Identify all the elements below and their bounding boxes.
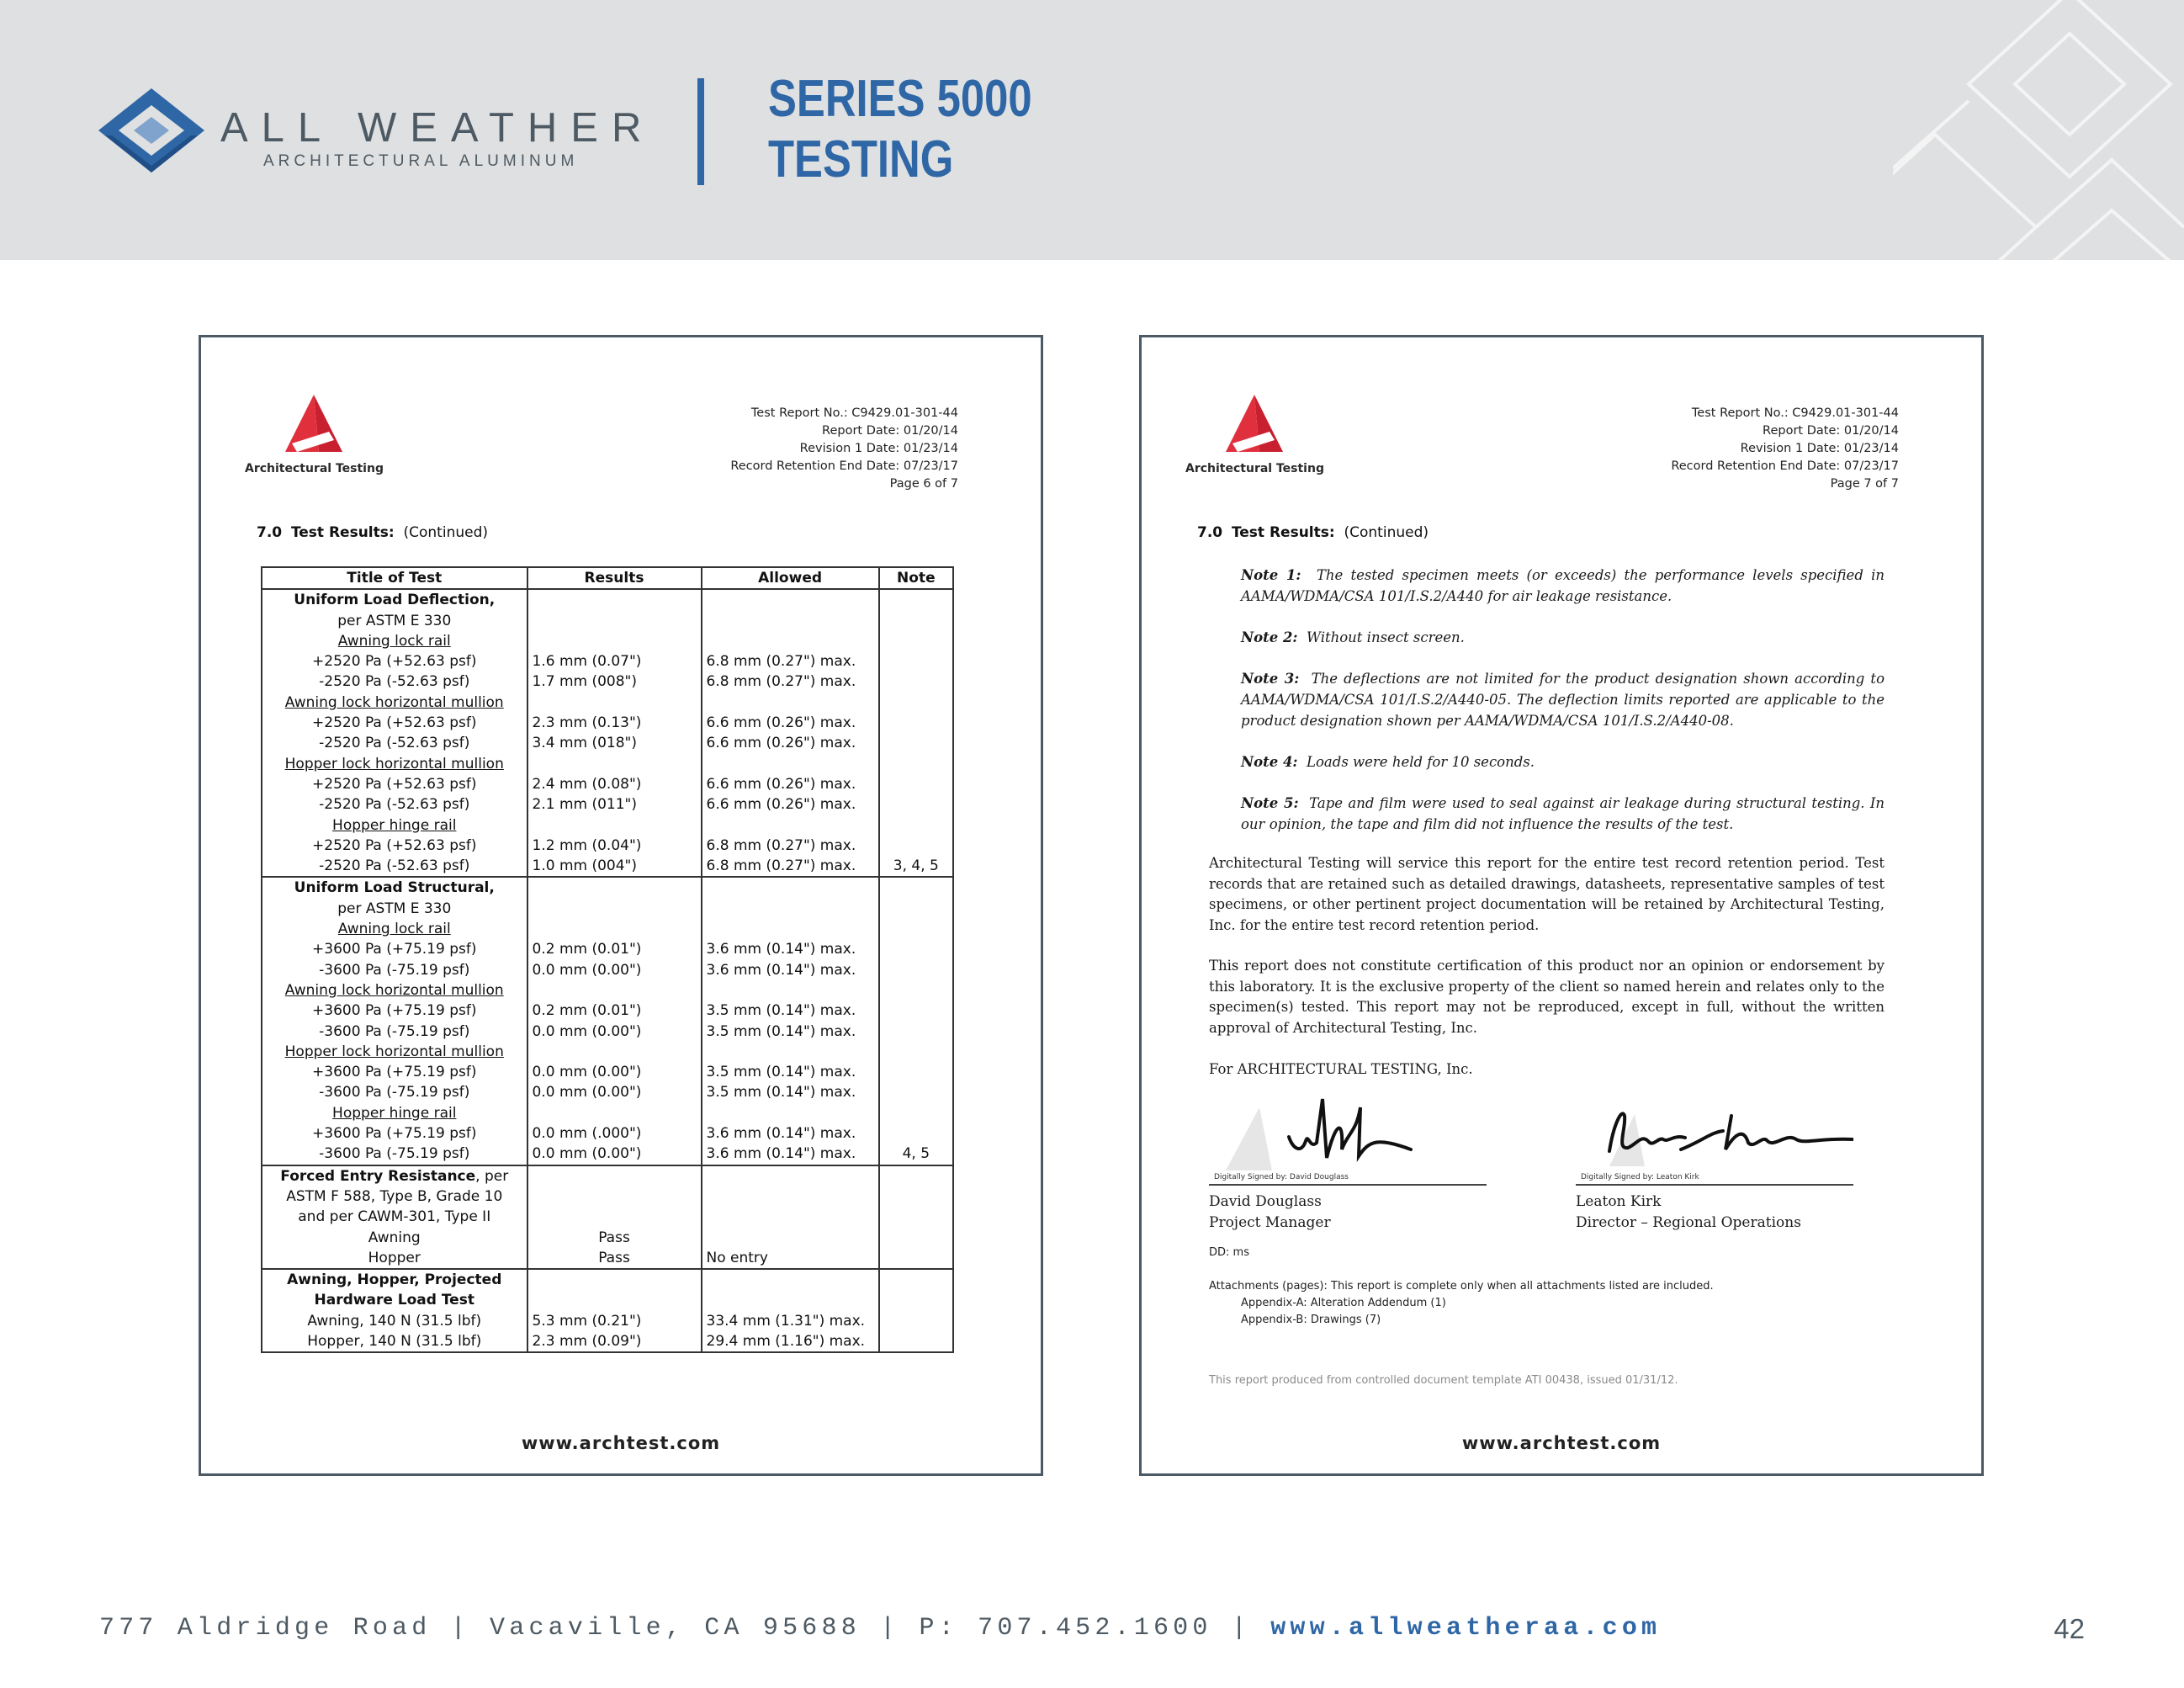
allowed-cell — [702, 1165, 879, 1269]
retention-date: Record Retention End Date: 07/23/17 — [1671, 459, 1899, 473]
test-title-cell — [262, 1165, 527, 1269]
attachment-item: Appendix-B: Drawings (7) — [1241, 1314, 1381, 1326]
note-label: Note 2: — [1241, 629, 1298, 645]
note-value — [884, 1062, 948, 1082]
test-title-line: Hopper lock horizontal mullion — [284, 1043, 504, 1060]
allowed-value: 33.4 mm (1.31") max. — [706, 1312, 866, 1330]
allowed-value: 6.6 mm (0.26") max. — [706, 775, 856, 793]
allowed-value: 29.4 mm (1.16") max. — [706, 1332, 866, 1350]
results-value: 0.2 mm (0.01") — [532, 1002, 642, 1020]
note-3 — [1241, 668, 1884, 731]
results-value — [533, 1207, 697, 1227]
signature-line — [1209, 1184, 1487, 1186]
results-value: 0.0 mm (0.00") — [532, 1145, 642, 1163]
results-value — [533, 754, 697, 774]
allowed-value: 6.6 mm (0.26") max. — [706, 714, 856, 732]
digital-signature-caption: Digitally Signed by: Leaton Kirk — [1581, 1173, 1699, 1181]
table-row — [262, 1269, 953, 1352]
results-value — [533, 1186, 697, 1207]
results-value — [533, 815, 697, 836]
results-value — [533, 631, 697, 651]
note-value — [884, 1248, 948, 1268]
note-value — [884, 1186, 948, 1207]
allowed-value — [707, 919, 874, 939]
results-value — [533, 1290, 697, 1310]
allowed-value — [707, 899, 874, 919]
column-header-title: Title of Test — [262, 567, 527, 589]
results-value: 2.3 mm (0.13") — [532, 714, 642, 732]
test-title-line: Hopper — [368, 1249, 421, 1266]
section-heading — [1197, 524, 1429, 541]
test-title-line: +3600 Pa (+75.19 psf) — [312, 1002, 477, 1020]
architectural-testing-logo — [1185, 391, 1354, 484]
test-title-line: Hopper, 140 N (31.5 lbf) — [307, 1332, 482, 1350]
note-label: Note 4: — [1241, 754, 1298, 770]
attachment-item: Appendix-A: Alteration Addendum (1) — [1241, 1297, 1446, 1309]
note-value — [884, 671, 948, 692]
section-suffix: (Continued) — [403, 524, 488, 541]
note-value — [884, 960, 948, 980]
note-cell — [879, 589, 953, 877]
test-title-line: Awning lock horizontal mullion — [284, 693, 504, 711]
header-band — [0, 0, 2184, 260]
test-title-line: Awning lock rail — [337, 632, 451, 650]
table-group — [262, 1269, 953, 1352]
note-value — [884, 1022, 948, 1042]
allowed-value — [707, 611, 874, 631]
note-value — [884, 878, 948, 898]
results-value — [533, 919, 697, 939]
note-cell — [879, 1269, 953, 1352]
note-value — [884, 836, 948, 856]
report-number: Test Report No.: C9429.01-301-44 — [1691, 406, 1899, 420]
report-meta — [1671, 405, 1899, 493]
allowed-value: 6.8 mm (0.27") max. — [706, 836, 856, 854]
note-label: Note 5: — [1241, 795, 1299, 811]
test-title-cell — [262, 877, 527, 1165]
test-title-line — [267, 1166, 522, 1186]
note-value — [884, 1123, 948, 1144]
note-value — [884, 919, 948, 939]
report-meta — [730, 405, 958, 493]
results-value: 0.0 mm (0.00") — [532, 1084, 642, 1101]
note-value: 4, 5 — [902, 1145, 930, 1163]
note-value — [884, 1103, 948, 1123]
report-page-number: Page 6 of 7 — [889, 477, 958, 491]
results-value: 0.2 mm (0.01") — [532, 941, 642, 958]
note-cell — [879, 877, 953, 1165]
all-weather-logo-icon — [97, 87, 206, 175]
note-4 — [1241, 751, 1884, 772]
revision-date: Revision 1 Date: 01/23/14 — [799, 442, 958, 455]
disclaimer-paragraph: This report does not constitute certification of this product nor an opinion or endorsement by this laboratory. It is the exclusive property of the client so named herein and relates only to the specimen(s) tested. This report may not be reproduced, except in full, without the written approval of Architectural Testing, Inc. — [1209, 958, 1884, 1036]
test-title-line: -3600 Pa (-75.19 psf) — [319, 1084, 470, 1101]
table-row — [262, 589, 953, 877]
report-date: Report Date: 01/20/14 — [822, 424, 958, 438]
section-suffix: (Continued) — [1344, 524, 1429, 541]
note-value — [884, 1228, 948, 1248]
results-value: Pass — [598, 1249, 630, 1266]
results-value: 0.0 mm (0.00") — [532, 1064, 642, 1081]
page-title-line1: SERIES 5000 — [768, 70, 1032, 128]
signer-info — [1576, 1192, 1801, 1234]
results-value: Pass — [598, 1229, 630, 1246]
report-page-7 — [1139, 335, 1984, 1476]
allowed-value: 3.6 mm (0.14") max. — [706, 1145, 856, 1163]
results-value: 1.0 mm (004") — [532, 857, 637, 875]
allowed-value — [707, 693, 874, 713]
column-header-results: Results — [527, 567, 702, 589]
test-title-rest: , per — [475, 1167, 509, 1185]
test-title-line: ASTM F 588, Type B, Grade 10 — [286, 1187, 503, 1205]
allowed-value — [707, 1166, 874, 1186]
results-value: 0.0 mm (0.00") — [532, 961, 642, 979]
note-value — [884, 980, 948, 1001]
allowed-value — [707, 754, 874, 774]
note-value — [884, 774, 948, 794]
signature-douglass — [1209, 1091, 1487, 1175]
test-results-table — [261, 566, 954, 1353]
test-title-line: Awning — [368, 1229, 421, 1246]
test-title-bold: Forced Entry Resistance — [280, 1167, 476, 1185]
table-header-row — [262, 567, 953, 589]
test-title-line: -3600 Pa (-75.19 psf) — [319, 1022, 470, 1040]
page-number: 42 — [2054, 1613, 2085, 1644]
attachments-title: Attachments (pages): This report is complete only when all attachments listed are included. — [1209, 1280, 1714, 1293]
note-value — [884, 939, 948, 959]
signature-kirk — [1576, 1091, 1853, 1175]
results-value: 1.7 mm (008") — [532, 673, 637, 691]
allowed-value: 6.6 mm (0.26") max. — [706, 735, 856, 752]
results-value: 0.0 mm (.000") — [532, 1125, 642, 1143]
allowed-value — [707, 1290, 874, 1310]
section-label: Test Results: — [290, 524, 395, 541]
signer-title: Director – Regional Operations — [1576, 1214, 1801, 1231]
test-title-line: Awning, Hopper, Projected — [287, 1271, 502, 1289]
test-title-line: +3600 Pa (+75.19 psf) — [312, 1125, 477, 1143]
signer-name: David Douglass — [1209, 1193, 1322, 1210]
test-title-line: Awning lock rail — [337, 921, 451, 938]
note-2 — [1241, 627, 1884, 648]
note-value — [884, 899, 948, 919]
note-text: Tape and film were used to seal against air leakage during structural testing. In our opinion, the tape and film did not influence the results of the test. — [1241, 795, 1884, 832]
section-heading — [257, 524, 488, 541]
signer-name: Leaton Kirk — [1576, 1193, 1662, 1210]
note-value — [884, 611, 948, 631]
allowed-cell — [702, 877, 879, 1165]
footer-address — [99, 1614, 1661, 1643]
note-value — [884, 651, 948, 671]
test-title-line: -3600 Pa (-75.19 psf) — [319, 961, 470, 979]
test-title-line: Hopper hinge rail — [332, 1104, 457, 1122]
allowed-value — [707, 1186, 874, 1207]
archtest-url: www.archtest.com — [1461, 1433, 1662, 1453]
note-value — [884, 754, 948, 774]
note-value — [884, 631, 948, 651]
column-header-note: Note — [879, 567, 953, 589]
results-value — [533, 1166, 697, 1186]
note-value — [884, 733, 948, 753]
results-value — [533, 1042, 697, 1062]
allowed-value: 3.6 mm (0.14") max. — [706, 941, 856, 958]
address-text: 777 Aldridge Road | Vacaville, CA 95688 | P: 707.452.1600 | — [99, 1614, 1271, 1643]
test-title-line: Hardware Load Test — [314, 1292, 474, 1309]
test-title-line: Hopper lock horizontal mullion — [284, 755, 504, 772]
test-title-line: per ASTM E 330 — [337, 900, 452, 917]
note-value — [884, 1082, 948, 1102]
allowed-value — [707, 590, 874, 610]
note-1 — [1241, 565, 1884, 607]
triangle-logo-icon — [1221, 391, 1288, 459]
allowed-value: 6.6 mm (0.26") max. — [706, 796, 856, 814]
test-title-line: -2520 Pa (-52.63 psf) — [319, 673, 470, 691]
allowed-value: 3.5 mm (0.14") max. — [706, 1022, 856, 1040]
allowed-value — [707, 1103, 874, 1123]
test-title-line: +3600 Pa (+75.19 psf) — [312, 941, 477, 958]
note-text: The tested specimen meets (or exceeds) the performance levels specified in AAMA/WDMA/CSA 101/I.S.2/A440 for air leakage resistance. — [1241, 567, 1884, 604]
results-value: 3.4 mm (018") — [532, 735, 637, 752]
note-value — [884, 1001, 948, 1021]
architectural-testing-logo — [245, 391, 413, 484]
header-divider — [697, 78, 704, 185]
decorative-diamond-pattern — [1893, 0, 2184, 260]
table-row — [262, 877, 953, 1165]
results-value — [533, 980, 697, 1001]
page-title-line2: TESTING — [768, 130, 954, 188]
report-page-6 — [199, 335, 1043, 1476]
results-cell — [527, 1269, 702, 1352]
results-value — [533, 878, 697, 898]
test-title-line: +2520 Pa (+52.63 psf) — [312, 775, 477, 793]
template-note: This report produced from controlled document template ATI 00438, issued 01/31/12. — [1209, 1374, 1678, 1387]
allowed-value — [707, 631, 874, 651]
test-title-line: Awning, 140 N (31.5 lbf) — [307, 1312, 482, 1330]
results-value — [533, 693, 697, 713]
report-date: Report Date: 01/20/14 — [1763, 424, 1899, 438]
table-group — [262, 589, 953, 877]
results-value — [533, 899, 697, 919]
website-link[interactable]: www.allweatheraa.com — [1270, 1614, 1662, 1643]
initials: DD: ms — [1209, 1246, 1249, 1259]
note-text: Without insect screen. — [1307, 629, 1465, 645]
note-value — [884, 1207, 948, 1227]
note-text: The deflections are not limited for the product designation shown according to AAMA/WDMA/CSA 101/I.S.2/A440-05. The deflection limits reported are applicable to the product designation shown per AAMA/WDMA/CSA 101/I.S.2/A440-08. — [1241, 671, 1885, 729]
results-value: 5.3 mm (0.21") — [532, 1312, 642, 1330]
allowed-value: 6.8 mm (0.27") max. — [706, 857, 856, 875]
allowed-value — [707, 1228, 874, 1248]
allowed-value: 6.8 mm (0.27") max. — [706, 653, 856, 671]
test-title-line: +3600 Pa (+75.19 psf) — [312, 1064, 477, 1081]
section-label: Test Results: — [1231, 524, 1335, 541]
test-title-line: -2520 Pa (-52.63 psf) — [319, 796, 470, 814]
note-5 — [1241, 793, 1884, 835]
test-title-line: -2520 Pa (-52.63 psf) — [319, 735, 470, 752]
test-title-line: Hopper hinge rail — [332, 816, 457, 834]
logo-text: Architectural Testing — [245, 462, 384, 475]
signer-title: Project Manager — [1209, 1214, 1331, 1231]
allowed-value: 6.8 mm (0.27") max. — [706, 673, 856, 691]
results-cell — [527, 589, 702, 877]
retention-date: Record Retention End Date: 07/23/17 — [730, 459, 958, 473]
results-cell — [527, 1165, 702, 1269]
test-title-line: Awning lock horizontal mullion — [284, 981, 504, 999]
results-value: 1.2 mm (0.04") — [532, 836, 642, 854]
note-label: Note 1: — [1241, 567, 1301, 583]
note-label: Note 3: — [1241, 671, 1300, 687]
test-title-cell — [262, 589, 527, 877]
allowed-value: 3.5 mm (0.14") max. — [706, 1084, 856, 1101]
test-title-line: +2520 Pa (+52.63 psf) — [312, 836, 477, 854]
results-value — [533, 1103, 697, 1123]
allowed-value — [707, 1207, 874, 1227]
note-value — [884, 794, 948, 815]
results-value — [533, 1270, 697, 1290]
allowed-value: 3.5 mm (0.14") max. — [706, 1064, 856, 1081]
allowed-value — [707, 878, 874, 898]
page-title — [768, 69, 1032, 190]
brand-name: ALL WEATHER — [220, 105, 655, 151]
note-value — [884, 590, 948, 610]
note-value — [884, 1311, 948, 1331]
attachments — [1209, 1278, 1714, 1329]
test-title-line: Uniform Load Deflection, — [294, 592, 496, 609]
test-title-line: Uniform Load Structural, — [294, 879, 495, 897]
test-title-line: +2520 Pa (+52.63 psf) — [312, 714, 477, 732]
allowed-cell — [702, 589, 879, 877]
report-number: Test Report No.: C9429.01-301-44 — [750, 406, 958, 420]
revision-date: Revision 1 Date: 01/23/14 — [1740, 442, 1899, 455]
allowed-value — [707, 815, 874, 836]
note-value: 3, 4, 5 — [893, 857, 939, 875]
results-value — [533, 611, 697, 631]
note-value — [884, 1042, 948, 1062]
note-value — [884, 713, 948, 733]
note-value — [884, 815, 948, 836]
results-value: 1.6 mm (0.07") — [532, 653, 642, 671]
allowed-value — [707, 1270, 874, 1290]
test-title-line: and per CAWM-301, Type II — [298, 1208, 491, 1226]
note-value — [884, 1166, 948, 1186]
allowed-cell — [702, 1269, 879, 1352]
table-row — [262, 1165, 953, 1269]
note-text: Loads were held for 10 seconds. — [1307, 754, 1535, 770]
table-group — [262, 1165, 953, 1269]
logo-text: Architectural Testing — [1185, 462, 1324, 475]
section-number: 7.0 — [1197, 524, 1223, 541]
note-cell — [879, 1165, 953, 1269]
allowed-value: 3.6 mm (0.14") max. — [706, 961, 856, 979]
results-value: 0.0 mm (0.00") — [532, 1022, 642, 1040]
for-company-line: For ARCHITECTURAL TESTING, Inc. — [1209, 1061, 1473, 1077]
notes-list — [1241, 565, 1884, 855]
test-title-line: -2520 Pa (-52.63 psf) — [319, 857, 470, 875]
results-value: 2.4 mm (0.08") — [532, 775, 642, 793]
digital-signature-caption: Digitally Signed by: David Douglass — [1214, 1173, 1349, 1181]
note-value — [884, 693, 948, 713]
results-value: 2.1 mm (011") — [532, 796, 637, 814]
section-number: 7.0 — [257, 524, 283, 541]
column-header-allowed: Allowed — [702, 567, 879, 589]
note-value — [884, 1270, 948, 1290]
test-title-line: -3600 Pa (-75.19 psf) — [319, 1145, 470, 1163]
triangle-logo-icon — [280, 391, 347, 459]
allowed-value: 3.6 mm (0.14") max. — [706, 1125, 856, 1143]
table-group — [262, 877, 953, 1165]
retention-paragraph: Architectural Testing will service this report for the entire test record retention period. Test records that are retained such as detailed drawings, datasheets, representative samples of test specimens, or other pertinent project documentation will be retained by Architectural Testing, Inc. for the entire test record retention period. — [1209, 855, 1884, 933]
report-page-number: Page 7 of 7 — [1830, 477, 1899, 491]
allowed-value: 3.5 mm (0.14") max. — [706, 1002, 856, 1020]
test-title-cell — [262, 1269, 527, 1352]
results-value: 2.3 mm (0.09") — [532, 1332, 642, 1350]
brand-tagline: ARCHITECTURAL ALUMINUM — [263, 152, 579, 170]
allowed-value — [707, 980, 874, 1001]
allowed-value — [707, 1042, 874, 1062]
results-cell — [527, 877, 702, 1165]
results-value — [533, 590, 697, 610]
test-title-line: +2520 Pa (+52.63 psf) — [312, 653, 477, 671]
test-title-line: per ASTM E 330 — [337, 612, 452, 629]
signature-line — [1576, 1184, 1853, 1186]
signer-info — [1209, 1192, 1331, 1234]
allowed-value: No entry — [706, 1249, 768, 1266]
note-value — [884, 1290, 948, 1310]
note-value — [884, 1331, 948, 1351]
archtest-url: www.archtest.com — [521, 1433, 721, 1453]
